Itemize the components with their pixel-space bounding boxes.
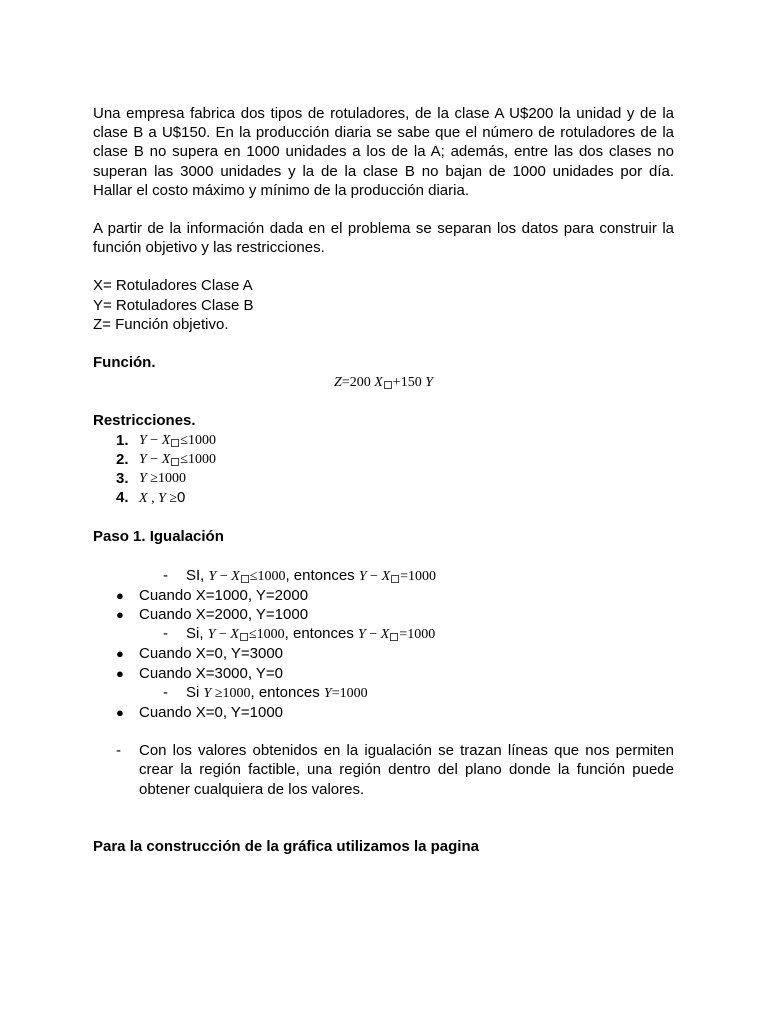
objective-function: Z=200 X +150 Y	[334, 375, 433, 391]
restriction-3: 3. Y ≥1000	[116, 470, 186, 488]
list-item: ● Cuando X=1000, Y=2000	[116, 586, 309, 604]
var-z: Z= Función objetivo.	[93, 315, 229, 333]
conclusion-item: - Con los valores obtenidos en la igualación se trazan líneas que nos permiten crear la región factible, una región dentro del plano donde la función puede obtener cualquiera de los valores.	[116, 742, 674, 798]
intro-paragraph: Una empresa fabrica dos tipos de rotuladores, de la clase A U$200 la unidad y de la clase B a U$150. En la producción diaria se sabe que el número de rotuladores de la clase B no supera en 1000 unidades a los de la A; además, entre las dos clases no superan las 3000 unidades y la de la clase B no bajan de 1000 unidades por día. Hallar el costo máximo y mínimo de la producción diaria.	[93, 105, 674, 199]
list-item: ● Cuando X=2000, Y=1000	[116, 606, 309, 624]
paso-heading: Paso 1. Igualación	[93, 528, 224, 546]
restriction-1: 1. Y − X ≤1000	[116, 431, 216, 449]
step-sub-1: - SI, Y − X ≤1000, entonces Y − X =1000	[163, 566, 437, 584]
list-item: ● Cuando X=0, Y=3000	[116, 645, 284, 663]
var-y: Y= Rotuladores Clase B	[93, 296, 254, 314]
partir-paragraph: A partir de la información dada en el problema se separan los datos para construir la función objetivo y las restricciones.	[93, 220, 674, 257]
grafica-heading: Para la construcción de la gráfica utilizamos la pagina	[93, 837, 479, 855]
restriction-2: 2. Y − X ≤1000	[116, 450, 216, 468]
restriction-4: 4. X , Y ≥0	[116, 489, 186, 507]
step-sub-3: - Si Y ≥1000, entonces Y=1000	[163, 683, 368, 701]
step-sub-2: - Si, Y − X ≤1000, entonces Y − X =1000	[163, 625, 436, 643]
funcion-heading: Función.	[93, 354, 156, 372]
restricciones-heading: Restricciones.	[93, 412, 196, 430]
var-x: X= Rotuladores Clase A	[93, 277, 253, 295]
list-item: ● Cuando X=3000, Y=0	[116, 664, 284, 682]
list-item: ● Cuando X=0, Y=1000	[116, 704, 284, 722]
document-body	[93, 104, 674, 856]
